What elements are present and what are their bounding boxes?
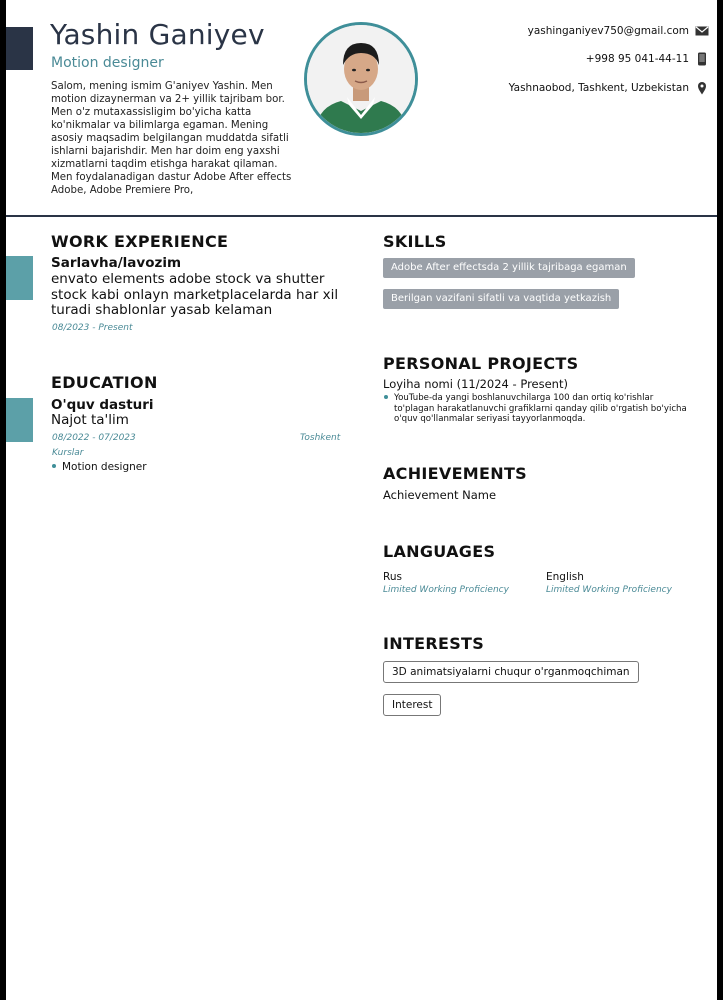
education-bullet: Motion designer	[62, 461, 147, 473]
work-title: Sarlavha/lavozim	[51, 255, 182, 271]
header-accent-block	[6, 27, 33, 70]
interest-tag: 3D animatsiyalarni chuqur o'rganmoqchiman	[383, 661, 639, 683]
language-name: Rus	[383, 571, 402, 583]
achievement-item: Achievement Name	[383, 488, 497, 502]
skill-tag: Berilgan vazifani sifatli va vaqtida yetkazish	[383, 289, 619, 309]
email-text[interactable]: yashinganiyev750@gmail.com	[527, 25, 689, 37]
language-name: English	[546, 571, 584, 583]
profile-summary: Salom, mening ismim G'aniyev Yashin. Men motion dizaynerman va 2+ yillik tajribam bor. Men o'z mutaxassisligim bo'yicha katta ko'nikmalar va bilimlarga egaman. Mening asosiy maqsadim belgilangan muddatda sifatli ishlarni bajarishdir. Men har doim eng yaxshi xizmatlarni taqdim etishga harakat qilaman. Men foydalanadigan dastur Adobe After effects Adobe, Adobe Premiere Pro,	[51, 81, 292, 196]
contact-email[interactable]	[359, 25, 689, 37]
header-divider	[6, 215, 717, 217]
project-bullet-dot	[384, 395, 388, 399]
full-name: Yashin Ganiyev	[50, 18, 265, 51]
resume-page	[6, 0, 717, 1000]
location-pin-icon	[695, 81, 709, 95]
education-date: 08/2022 - 07/2023	[52, 433, 136, 443]
location-text: Yashnaobod, Tashkent, Uzbekistan	[508, 82, 689, 94]
language-level: Limited Working Proficiency	[383, 585, 509, 595]
work-date: 08/2023 - Present	[52, 323, 133, 333]
person-portrait-icon	[307, 25, 415, 133]
education-bullet-dot	[52, 464, 56, 468]
skills-heading: SKILLS	[383, 232, 447, 251]
education-accent-block	[6, 398, 33, 442]
project-bullet: YouTube-da yangi boshlanuvchilarga 100 dan ortiq ko'rishlar to'plagan harakatlanuvchi grafiklarni qanday qilib o'rgatish bo'yicha o'quv qo'llanmalar seriyasi tayyorlanmoqda.	[394, 393, 687, 424]
project-title: Loyiha nomi (11/2024 - Present)	[383, 377, 568, 391]
phone-text[interactable]: +998 95 041-44-11	[585, 53, 689, 65]
phone-icon	[695, 52, 709, 66]
profile-photo	[304, 22, 418, 136]
languages-heading: LANGUAGES	[383, 542, 496, 561]
contact-location	[359, 82, 689, 94]
work-accent-block	[6, 256, 33, 300]
contact-phone[interactable]	[359, 53, 689, 65]
language-level: Limited Working Proficiency	[546, 585, 672, 595]
achievements-heading: ACHIEVEMENTS	[383, 464, 527, 483]
interests-heading: INTERESTS	[383, 634, 485, 653]
job-role: Motion designer	[51, 55, 164, 71]
education-heading: EDUCATION	[51, 373, 158, 392]
education-type: Kurslar	[52, 448, 84, 458]
interest-tag: Interest	[383, 694, 441, 716]
work-description: envato elements adobe stock va shutter stock kabi onlayn marketplacelarda har xil turadi shablonlar yasab kelaman	[51, 271, 339, 318]
education-program: O'quv dasturi	[51, 397, 154, 413]
education-institution: Najot ta'lim	[51, 412, 129, 428]
education-location: Toshkent	[300, 433, 341, 443]
work-experience-heading: WORK EXPERIENCE	[51, 232, 229, 251]
envelope-icon	[695, 24, 709, 38]
personal-projects-heading: PERSONAL PROJECTS	[383, 354, 579, 373]
skill-tag: Adobe After effectsda 2 yillik tajribaga egaman	[383, 258, 635, 278]
